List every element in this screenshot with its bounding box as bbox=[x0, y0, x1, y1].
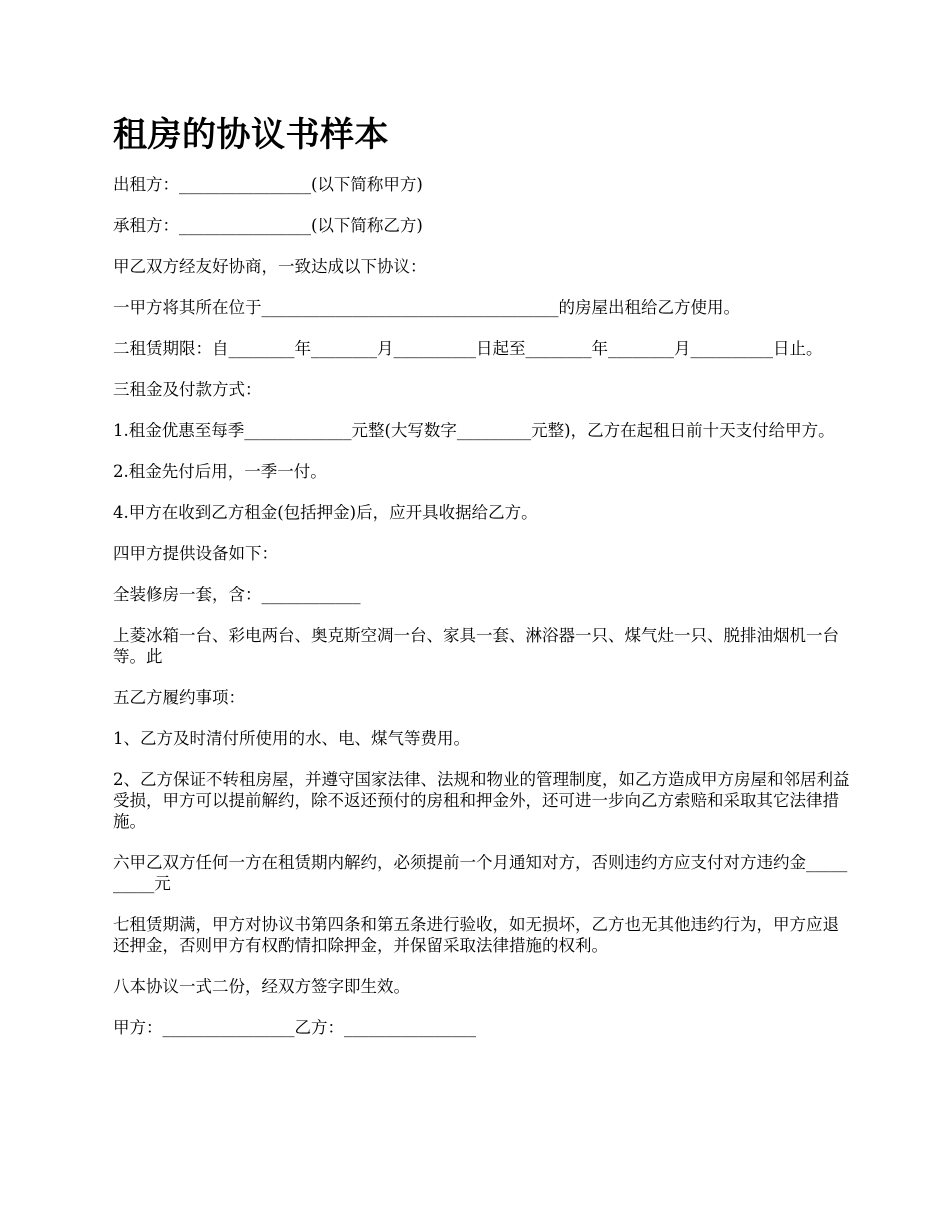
paragraph-clause-3-item-1: 1.租金优惠至每季_____________元整(大写数字_________元整)，乙方在起租日前十天支付给甲方。 bbox=[113, 421, 835, 440]
paragraph-clause-7: 七租赁期满，甲方对协议书第四条和第五条进行验收，如无损坏，乙方也无其他违约行为，甲方应退还押金，否则甲方有权酌情扣除押金，并保留采取法律措施的权利。 bbox=[113, 915, 839, 955]
paragraph-clause-8: 八本协议一式二份，经双方签字即生效。 bbox=[113, 977, 410, 996]
paragraph-clause-4-heading: 四甲方提供设备如下： bbox=[113, 544, 278, 563]
paragraph-clause-3-heading: 三租金及付款方式： bbox=[113, 380, 262, 399]
paragraph-clause-5-item-2: 2、乙方保证不转租房屋，并遵守国家法律、法规和物业的管理制度，如乙方造成甲方房屋和邻居利益受损，甲方可以提前解约，除不返还预付的房租和押金外，还可进一步向乙方索赔和采取其它法律措施。 bbox=[113, 770, 850, 831]
paragraph-clause-1: 一甲方将其所在位于____________________________________的房屋出租给乙方使用。 bbox=[113, 298, 740, 317]
paragraph-clause-5-heading: 五乙方履约事项： bbox=[113, 688, 245, 707]
document-title: 租房的协议书样本 bbox=[113, 115, 389, 155]
paragraph-lessor: 出租方：________________(以下简称甲方) bbox=[113, 175, 423, 194]
document-page bbox=[113, 110, 850, 1058]
paragraph-clause-5-item-1: 1、乙方及时清付所使用的水、电、煤气等费用。 bbox=[113, 729, 470, 748]
paragraph-clause-4-equipment: 上菱冰箱一台、彩电两台、奥克斯空凋一台、家具一套、淋浴器一只、煤气灶一只、脱排油烟机一台等。此 bbox=[113, 626, 839, 666]
document-body bbox=[113, 174, 850, 1038]
paragraph-lessee: 承租方：________________(以下简称乙方) bbox=[113, 216, 423, 235]
paragraph-clause-6: 六甲乙双方任何一方在租赁期内解约，必须提前一个月通知对方，否则违约方应支付对方违约金__________元 bbox=[113, 853, 848, 893]
paragraph-clause-3-item-2: 2.租金先付后用，一季一付。 bbox=[113, 462, 327, 481]
paragraph-signatures: 甲方：________________乙方：________________ bbox=[113, 1018, 476, 1037]
paragraph-clause-3-item-4: 4.甲方在收到乙方租金(包括押金)后，应开具收据给乙方。 bbox=[113, 503, 538, 522]
paragraph-clause-2-term: 二租赁期限：自________年________月__________日起至________年________月__________日止。 bbox=[113, 339, 823, 358]
paragraph-clause-4-suite: 全装修房一套，含：____________ bbox=[113, 585, 361, 604]
paragraph-agreement-intro: 甲乙双方经友好协商，一致达成以下协议： bbox=[113, 257, 427, 276]
